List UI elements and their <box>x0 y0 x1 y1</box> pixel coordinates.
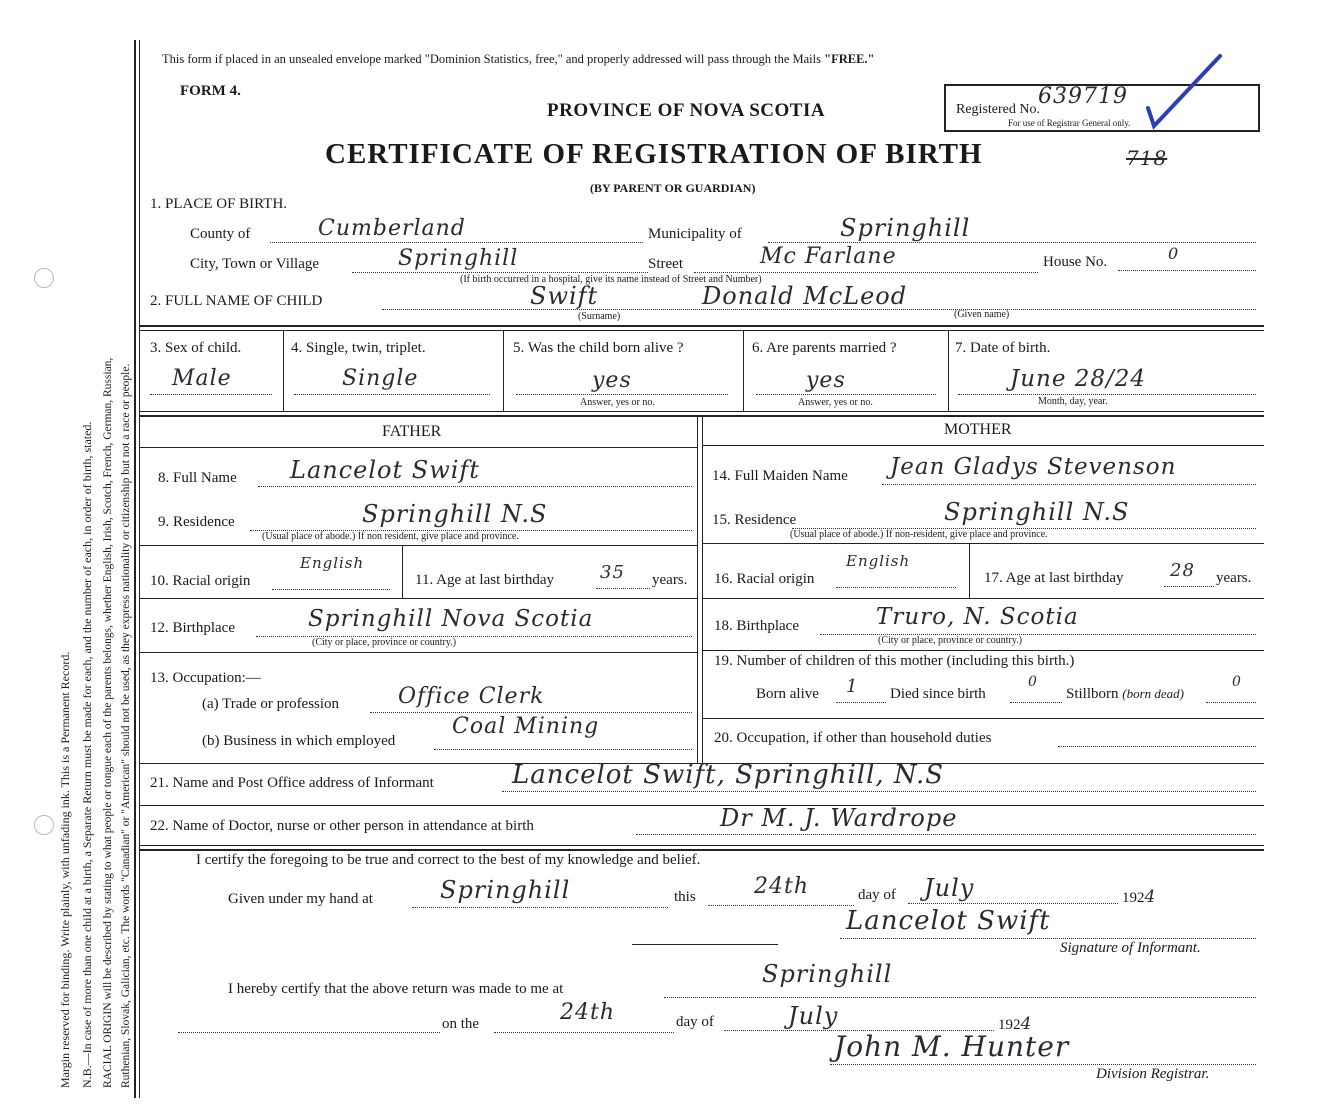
mother-birthplace-label: 18. Birthplace <box>714 618 799 634</box>
child-surname: Swift <box>530 282 599 310</box>
city-label: City, Town or Village <box>190 256 320 272</box>
registered-label: Registered No. <box>956 102 1040 117</box>
given-under-label: Given under my hand at <box>228 891 373 907</box>
registrar-use-note: For use of Registrar General only. <box>1008 118 1131 128</box>
mother-age-label: 17. Age at last birthday <box>984 570 1124 586</box>
punch-hole-top <box>34 268 54 288</box>
father-occupation-label: 13. Occupation:— <box>150 670 261 686</box>
mother-heading: MOTHER <box>944 421 1012 438</box>
county-label: County of <box>190 226 251 242</box>
side-number: 718 <box>1126 146 1168 170</box>
registrar-month: July <box>788 1002 839 1030</box>
business-value: Coal Mining <box>452 714 600 739</box>
dob-value: June 28/24 <box>1010 366 1147 392</box>
mother-name: Jean Gladys Stevenson <box>890 454 1177 480</box>
street-value: Mc Farlane <box>760 244 897 269</box>
mother-name-label: 14. Full Maiden Name <box>712 468 848 484</box>
certify-statement: I certify the foregoing to be true and correct to the best of my knowledge and belief. <box>196 852 701 868</box>
given-month: July <box>924 874 975 902</box>
municipality-label: Municipality of <box>648 226 742 242</box>
married-note: Answer, yes or no. <box>798 397 873 408</box>
certificate-title: CERTIFICATE OF REGISTRATION OF BIRTH <box>325 138 983 170</box>
single-label: 4. Single, twin, triplet. <box>291 340 426 356</box>
single-value: Single <box>342 366 419 391</box>
father-name: Lancelot Swift <box>290 456 480 484</box>
on-the-label: on the <box>442 1016 480 1032</box>
father-age-label: 11. Age at last birthday <box>415 572 554 588</box>
informant-value: Lancelot Swift, Springhill, N.S <box>512 760 945 790</box>
father-birthplace: Springhill Nova Scotia <box>308 606 594 632</box>
given-place: Springhill <box>440 876 571 904</box>
mother-race-label: 16. Racial origin <box>714 571 815 587</box>
margin-note-4: Ruthenian, Slovak, Galician, etc. The words "Canadian" or "American" should not be used, as they express nationality or citizenship but not a race or people. <box>120 363 132 1088</box>
margin-rule-outer <box>134 40 136 1098</box>
signature-label: Signature of Informant. <box>1060 940 1201 956</box>
father-residence-note: (Usual place of abode.) If non resident, give place and province. <box>262 531 519 542</box>
margin-note-1: Margin reserved for binding. Write plainly, with unfading ink. This is a Permanent Record. <box>58 651 72 1088</box>
born-alive-value: 1 <box>846 676 859 697</box>
alive-value: yes <box>592 368 632 393</box>
form-number: FORM 4. <box>180 83 241 99</box>
born-alive-label: Born alive <box>756 686 819 702</box>
year-label: 1924 <box>1122 887 1157 907</box>
mother-race: English <box>846 552 911 570</box>
province-title: PROVINCE OF NOVA SCOTIA <box>547 100 826 121</box>
house-value: 0 <box>1168 244 1180 263</box>
alive-label: 5. Was the child born alive ? <box>513 340 684 356</box>
mailing-notice: This form if placed in an unsealed envelope marked "Dominion Statistics, free," and properly addressed will pass through the Mails "FREE." <box>162 52 875 66</box>
stillborn-label: Stillborn (born dead) <box>1066 686 1185 702</box>
informant-label: 21. Name and Post Office address of Informant <box>150 775 434 791</box>
dob-label: 7. Date of birth. <box>955 340 1051 356</box>
died-value: 0 <box>1028 674 1038 690</box>
this-label: this <box>674 889 696 905</box>
margin-rule-inner <box>139 40 140 1098</box>
died-label: Died since birth <box>890 686 986 702</box>
stillborn-value: 0 <box>1232 674 1242 690</box>
registrar-place: Springhill <box>762 960 893 988</box>
city-value: Springhill <box>398 246 519 271</box>
child-name-label: 2. FULL NAME OF CHILD <box>150 293 323 309</box>
reg-year-label: 1924 <box>998 1014 1033 1034</box>
informant-signature: Lancelot Swift <box>846 906 1051 936</box>
business-label: (b) Business in which employed <box>202 733 396 749</box>
father-residence: Springhill N.S <box>362 500 548 528</box>
father-age: 35 <box>600 562 625 583</box>
day-of-label: day of <box>858 887 896 903</box>
doctor-label: 22. Name of Doctor, nurse or other person in attendance at birth <box>150 818 534 834</box>
married-label: 6. Are parents married ? <box>752 340 897 356</box>
registrar-label: Division Registrar. <box>1096 1066 1210 1082</box>
mother-residence: Springhill N.S <box>944 498 1130 526</box>
children-count-label: 19. Number of children of this mother (including this birth.) <box>714 653 1075 669</box>
margin-note-3: RACIAL ORIGIN will be described by stating to what people or tongue each of the parents belongs, whether English, Irish, Scotch, French, German, Russian, <box>102 357 114 1088</box>
mother-residence-note: (Usual place of abode.) If non-resident, give place and province. <box>790 529 1048 540</box>
surname-note: (Surname) <box>578 311 621 322</box>
county-value: Cumberland <box>318 216 466 241</box>
father-race: English <box>300 554 365 572</box>
father-race-label: 10. Racial origin <box>150 573 251 589</box>
child-given-name: Donald McLeod <box>702 282 908 310</box>
father-birthplace-note: (City or place, province or country.) <box>312 637 457 648</box>
father-name-label: 8. Full Name <box>158 470 237 486</box>
given-day: 24th <box>754 874 810 899</box>
municipality-value: Springhill <box>840 214 971 242</box>
reg-day-of-label: day of <box>676 1014 714 1030</box>
margin-note-2: N.B.—In case of more than one child at a birth, a Separate Return must be made for each, and the number of each, in order of birth, stated. <box>80 421 94 1088</box>
alive-note: Answer, yes or no. <box>580 397 655 408</box>
registrar-statement: I hereby certify that the above return was made to me at <box>228 981 564 997</box>
trade-label: (a) Trade or profession <box>202 696 340 712</box>
mother-birthplace-note: (City or place, province or country.) <box>878 635 1023 646</box>
hospital-note: (If birth occurred in a hospital, give its name instead of Street and Number) <box>460 274 762 285</box>
registrar-signature: John M. Hunter <box>834 1030 1070 1063</box>
doctor-value: Dr M. J. Wardrope <box>720 804 958 832</box>
sex-label: 3. Sex of child. <box>150 340 242 356</box>
father-heading: FATHER <box>382 423 442 440</box>
mother-age: 28 <box>1170 560 1195 581</box>
married-value: yes <box>806 368 846 393</box>
punch-hole-bottom <box>34 815 54 835</box>
father-birthplace-label: 12. Birthplace <box>150 620 235 636</box>
place-heading: 1. PLACE OF BIRTH. <box>150 196 288 212</box>
dob-note: Month, day, year. <box>1038 396 1108 407</box>
trade-value: Office Clerk <box>398 684 545 709</box>
check-mark <box>1140 52 1225 132</box>
mother-years: years. <box>1216 570 1252 586</box>
street-label: Street <box>648 256 683 272</box>
house-label: House No. <box>1043 254 1108 270</box>
registrar-day: 24th <box>560 1000 616 1025</box>
registered-number: 639719 <box>1038 84 1128 109</box>
mother-occupation-label: 20. Occupation, if other than household duties <box>714 730 992 746</box>
sex-value: Male <box>172 366 232 391</box>
given-name-note: (Given name) <box>954 309 1010 320</box>
certificate-subtitle: (BY PARENT OR GUARDIAN) <box>590 181 756 195</box>
father-residence-label: 9. Residence <box>158 514 235 530</box>
mother-birthplace: Truro, N. Scotia <box>876 604 1079 630</box>
mother-residence-label: 15. Residence <box>712 512 797 528</box>
father-years: years. <box>652 572 688 588</box>
